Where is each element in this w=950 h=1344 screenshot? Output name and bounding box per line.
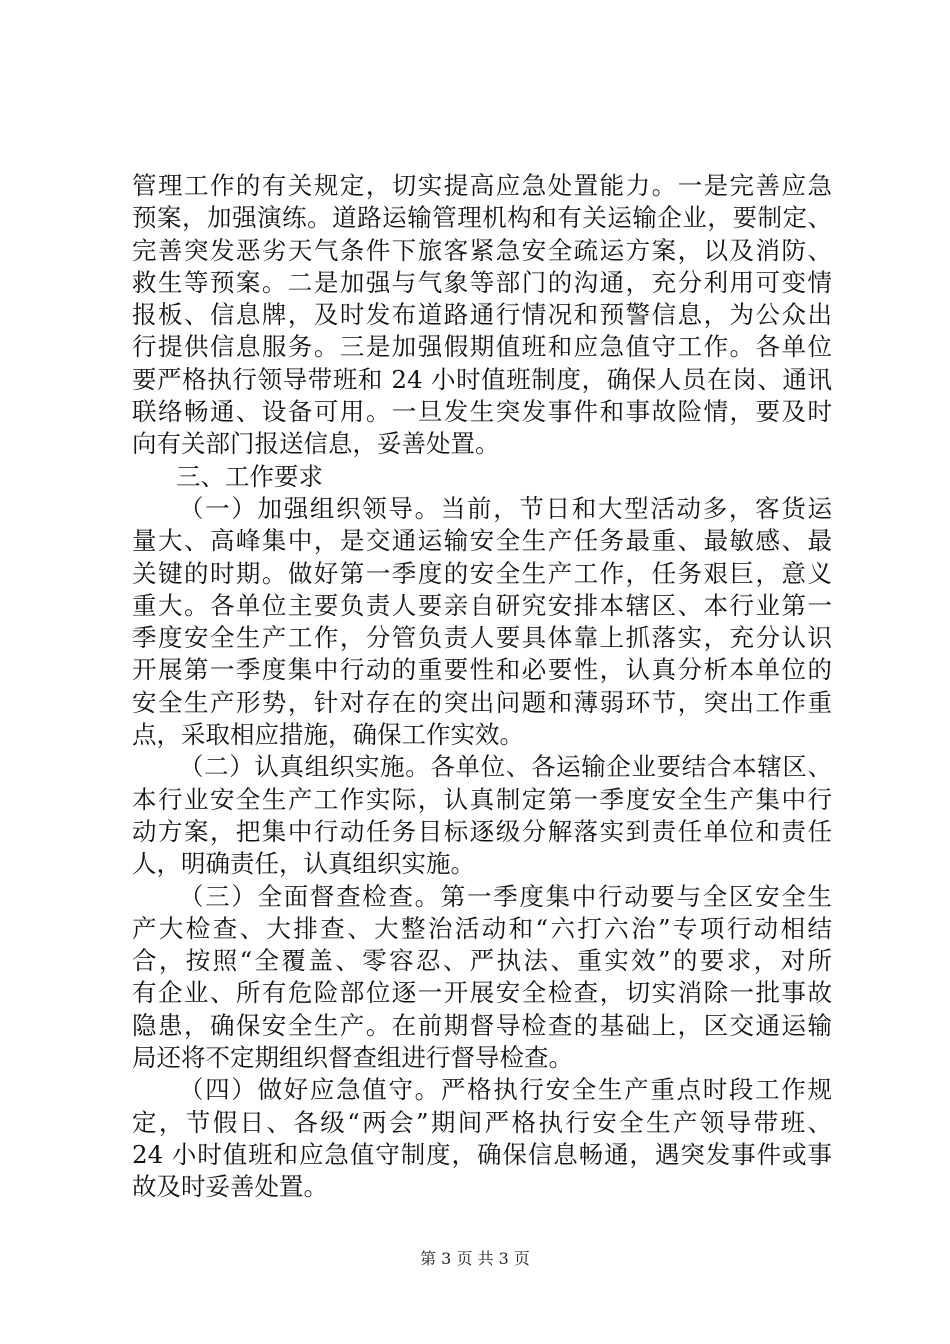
page-footer: 第 3 页 共 3 页 <box>420 1249 530 1268</box>
text-line: 产大检查、大排查、大整治活动和“六打六治”专项行动相结 <box>132 913 832 943</box>
text-line: 报板、信息牌，及时发布道路通行情况和预警信息，为公众出 <box>132 300 832 330</box>
text-line: 有企业、所有危险部位逐一开展安全检查，切实消除一批事故 <box>132 978 832 1008</box>
text-line: 季度安全生产工作，分管负责人要具体靠上抓落实，充分认识 <box>132 623 832 653</box>
text-line: 关键的时期。做好第一季度的安全生产工作，任务艰巨，意义 <box>132 558 832 588</box>
text-line: 行提供信息服务。三是加强假期值班和应急值守工作。各单位 <box>132 332 832 362</box>
text-line: 局还将不定期组织督查组进行督导检查。 <box>132 1043 573 1073</box>
text-line: 故及时妥善处置。 <box>132 1172 328 1202</box>
text-line: 开展第一季度集中行动的重要性和必要性，认真分析本单位的 <box>132 655 832 685</box>
text-line: 本行业安全生产工作实际，认真制定第一季度安全生产集中行 <box>132 784 832 814</box>
text-line: 救生等预案。二是加强与气象等部门的沟通，充分利用可变情 <box>132 267 832 297</box>
paragraph-first-line: （三）全面督查检查。第一季度集中行动要与全区安全生 <box>179 881 832 911</box>
text-line: 向有关部门报送信息，妥善处置。 <box>132 429 500 459</box>
paragraph-first-line: （一）加强组织领导。当前，节日和大型活动多，客货运 <box>179 493 832 523</box>
text-line: 动方案，把集中行动任务目标逐级分解落实到责任单位和责任 <box>132 816 832 846</box>
text-line: 24 小时值班和应急值守制度，确保信息畅通，遇突发事件或事 <box>132 1139 832 1169</box>
text-line: 合，按照“全覆盖、零容忍、严执法、重实效”的要求，对所 <box>132 946 832 976</box>
text-line: 安全生产形势，针对存在的突出问题和薄弱环节，突出工作重 <box>132 687 832 717</box>
document-body <box>132 170 832 1204</box>
text-line: 管理工作的有关规定，切实提高应急处置能力。一是完善应急 <box>132 171 832 200</box>
text-line: 定，节假日、各级“两会”期间严格执行安全生产领导带班、 <box>132 1107 832 1137</box>
text-line: 完善突发恶劣天气条件下旅客紧急安全疏运方案，以及消防、 <box>132 235 832 265</box>
text-line: 预案，加强演练。道路运输管理机构和有关运输企业，要制定、 <box>132 203 832 233</box>
text-line: 量大、高峰集中，是交通运输安全生产任务最重、最敏感、最 <box>132 526 832 556</box>
paragraph-first-line: （二）认真组织实施。各单位、各运输企业要结合本辖区、 <box>179 752 832 782</box>
paragraph-first-line: （四）做好应急值守。严格执行安全生产重点时段工作规 <box>179 1075 832 1105</box>
text-line: 联络畅通、设备可用。一旦发生突发事件和事故险情，要及时 <box>132 397 832 427</box>
text-line: 隐患，确保安全生产。在前期督导检查的基础上，区交通运输 <box>132 1010 832 1040</box>
text-line: 点，采取相应措施，确保工作实效。 <box>132 720 524 750</box>
text-line: 重大。各单位主要负责人要亲自研究安排本辖区、本行业第一 <box>132 590 832 620</box>
text-line: 要严格执行领导带班和 24 小时值班制度，确保人员在岗、通讯 <box>132 364 832 394</box>
text-line: 人，明确责任，认真组织实施。 <box>132 849 475 879</box>
section-heading: 三、工作要求 <box>176 461 323 491</box>
